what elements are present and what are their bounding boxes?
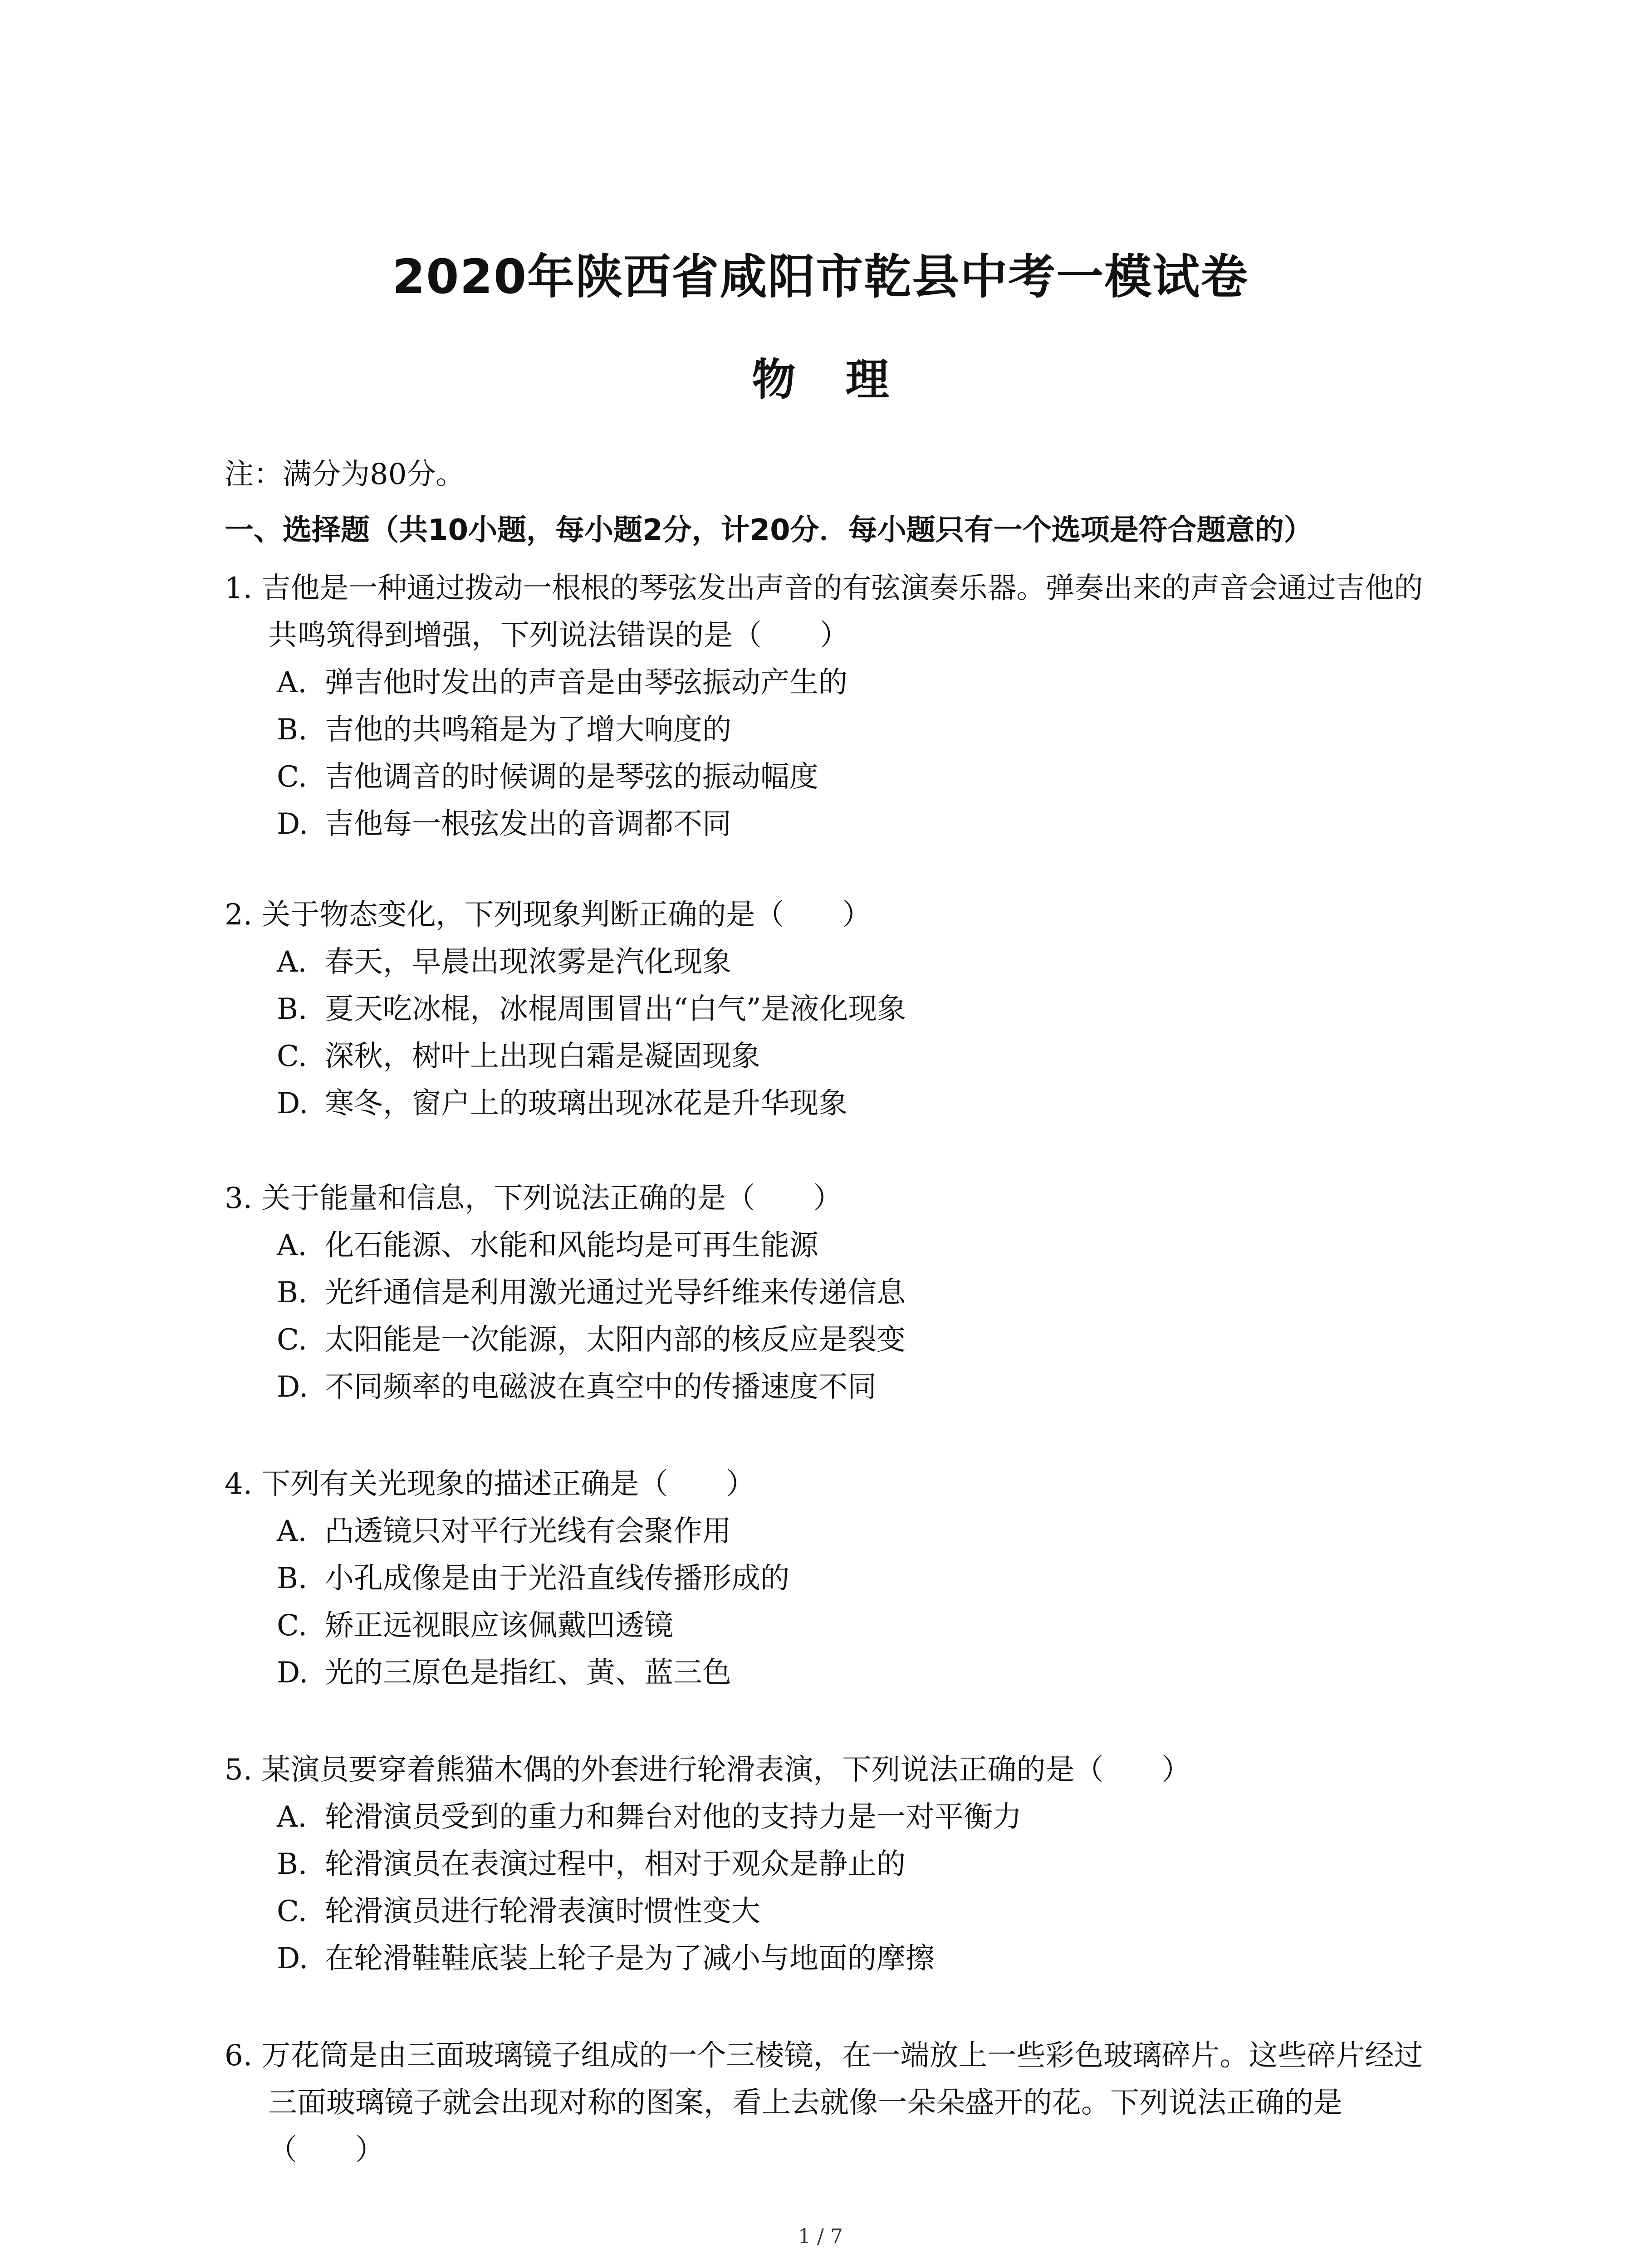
option-text: 矫正远视眼应该佩戴凹透镜 (325, 1609, 673, 1642)
question-2 (225, 891, 1440, 1127)
option-b (225, 706, 1440, 753)
option-c (225, 1033, 1440, 1080)
question-stem: 2. 关于物态变化，下列现象判断正确的是（ ） (225, 898, 872, 932)
option-text: 不同频率的电磁波在真空中的传播速度不同 (325, 1370, 877, 1404)
option-text: 深秋，树叶上出现白霜是凝固现象 (325, 1040, 760, 1073)
option-label: B. (277, 713, 308, 747)
option-text: 轮滑演员受到的重力和舞台对他的支持力是一对平衡力 (325, 1800, 1022, 1834)
option-text: 光的三原色是指红、黄、蓝三色 (325, 1656, 731, 1690)
option-text: 吉他调音的时候调的是琴弦的振动幅度 (325, 760, 818, 794)
option-d (225, 1649, 1440, 1696)
option-text: 寒冬，窗户上的玻璃出现冰花是升华现象 (325, 1087, 847, 1120)
option-text: 太阳能是一次能源，太阳内部的核反应是裂变 (325, 1323, 906, 1357)
option-b (225, 986, 1440, 1033)
option-text: 光纤通信是利用激光通过光导纤维来传递信息 (325, 1276, 906, 1310)
question-6 (225, 2032, 1440, 2174)
option-label: B. (277, 1562, 308, 1595)
option-a (225, 1222, 1440, 1269)
question-stem: 1. 吉他是一种通过拨动一根根的琴弦发出声音的有弦演奏乐器。弹奏出来的声音会通过吉他的共鸣筑得到增强，下列说法错误的是（ ） (225, 572, 1423, 652)
option-label: A. (277, 666, 307, 699)
option-label: A. (277, 945, 307, 979)
option-c (225, 1316, 1440, 1364)
option-a (225, 1794, 1440, 1841)
option-text: 夏天吃冰棍，冰棍周围冒出“白气”是液化现象 (325, 992, 906, 1026)
option-text: 化石能源、水能和风能均是可再生能源 (325, 1229, 818, 1262)
option-label: D. (277, 807, 309, 841)
option-label: D. (277, 1942, 309, 1975)
option-label: C. (277, 1040, 308, 1073)
option-label: B. (277, 1276, 308, 1310)
option-label: C. (277, 760, 308, 794)
option-c (225, 1888, 1440, 1935)
option-label: A. (277, 1800, 307, 1834)
subject-title: 物理 (752, 354, 939, 405)
question-stem: 4. 下列有关光现象的描述正确是（ ） (225, 1467, 755, 1501)
option-label: A. (277, 1515, 307, 1548)
option-a (225, 1508, 1440, 1555)
option-text: 在轮滑鞋鞋底装上轮子是为了减小与地面的摩擦 (325, 1942, 935, 1975)
option-text: 凸透镜只对平行光线有会聚作用 (325, 1515, 731, 1548)
option-d (225, 1080, 1440, 1127)
option-b (225, 1269, 1440, 1316)
option-b (225, 1841, 1440, 1888)
option-label: C. (277, 1895, 308, 1928)
option-d (225, 801, 1440, 848)
page-title: 2020年陕西省咸阳市乾县中考一模试卷 (392, 249, 1249, 304)
option-label: B. (277, 992, 308, 1026)
option-text: 弹吉他时发出的声音是由琴弦振动产生的 (325, 666, 847, 699)
option-text: 吉他的共鸣箱是为了增大响度的 (325, 713, 731, 747)
score-note: 注：满分为80分。 (225, 458, 465, 491)
page-number: 1 / 7 (798, 2225, 843, 2248)
option-text: 小孔成像是由于光沿直线传播形成的 (325, 1562, 789, 1595)
question-stem: 3. 关于能量和信息，下列说法正确的是（ ） (225, 1182, 843, 1215)
option-d (225, 1935, 1440, 1982)
option-text: 轮滑演员在表演过程中，相对于观众是静止的 (325, 1848, 906, 1881)
option-c (225, 1602, 1440, 1649)
question-1 (225, 565, 1440, 848)
section-heading: 一、选择题（共10小题，每小题2分，计20分．每小题只有一个选项是符合题意的） (225, 513, 1313, 547)
option-label: D. (277, 1370, 309, 1404)
option-a (225, 938, 1440, 986)
option-text: 吉他每一根弦发出的音调都不同 (325, 807, 731, 841)
option-d (225, 1364, 1440, 1411)
option-label: C. (277, 1323, 308, 1357)
option-text: 轮滑演员进行轮滑表演时惯性变大 (325, 1895, 760, 1928)
option-label: D. (277, 1656, 309, 1690)
option-label: C. (277, 1609, 308, 1642)
option-b (225, 1555, 1440, 1602)
option-a (225, 659, 1440, 706)
question-3 (225, 1175, 1440, 1411)
option-text: 春天，早晨出现浓雾是汽化现象 (325, 945, 731, 979)
question-4 (225, 1461, 1440, 1696)
option-c (225, 753, 1440, 801)
question-stem: 5. 某演员要穿着熊猫木偶的外套进行轮滑表演，下列说法正确的是（ ） (225, 1753, 1191, 1787)
option-label: D. (277, 1087, 309, 1120)
option-label: B. (277, 1848, 308, 1881)
option-label: A. (277, 1229, 307, 1262)
question-5 (225, 1746, 1440, 1982)
question-stem: 6. 万花筒是由三面玻璃镜子组成的一个三棱镜，在一端放上一些彩色玻璃碎片。这些碎片经过三面玻璃镜子就会出现对称的图案，看上去就像一朵朵盛开的花。下列说法正确的是（ ） (225, 2039, 1423, 2167)
